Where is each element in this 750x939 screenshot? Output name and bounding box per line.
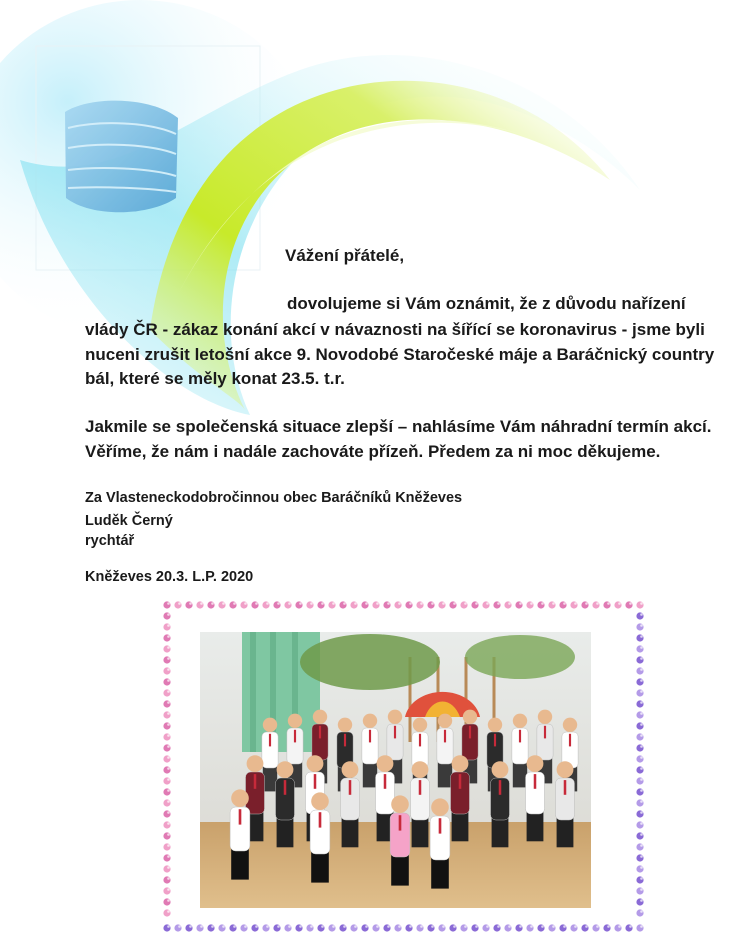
flower-icon — [636, 887, 643, 894]
flower-icon — [438, 924, 445, 931]
flower-icon — [163, 667, 170, 674]
flower-icon — [636, 843, 643, 850]
flower-icon — [515, 924, 522, 931]
flower-icon — [625, 601, 632, 608]
flower-icon — [240, 924, 247, 931]
flower-icon — [515, 601, 522, 608]
person-figure — [491, 761, 510, 847]
flower-icon — [636, 909, 643, 916]
flower-icon — [163, 909, 170, 916]
flower-icon — [526, 924, 533, 931]
flower-icon — [163, 832, 170, 839]
group-photo — [200, 632, 591, 908]
flower-icon — [636, 722, 643, 729]
paragraph-line: Jakmile se společenská situace zlepší – nahlásíme Vám náhradní termín akcí. — [85, 417, 712, 436]
flower-icon — [636, 645, 643, 652]
person-figure — [526, 755, 545, 841]
flower-icon — [460, 601, 467, 608]
flower-icon — [328, 601, 335, 608]
flower-icon — [449, 924, 456, 931]
flower-icon — [163, 755, 170, 762]
paragraph-line: bál, které se měly konat 23.5. t.r. — [85, 369, 345, 388]
flower-icon — [163, 876, 170, 883]
flower-icon — [383, 924, 390, 931]
flower-icon — [185, 601, 192, 608]
person-figure — [230, 789, 250, 879]
flower-icon — [592, 601, 599, 608]
flower-icon — [504, 601, 511, 608]
flower-icon — [163, 887, 170, 894]
person-figure — [430, 798, 450, 888]
flower-icon — [163, 634, 170, 641]
person-figure — [310, 792, 330, 882]
flower-icon — [636, 777, 643, 784]
flower-icon — [361, 601, 368, 608]
flower-icon — [196, 924, 203, 931]
flower-icon — [328, 924, 335, 931]
flower-icon — [416, 924, 423, 931]
greeting: Vážení přátelé, — [285, 246, 405, 265]
face-mask-icon — [65, 101, 178, 213]
flower-icon — [438, 601, 445, 608]
flower-icon — [482, 924, 489, 931]
flower-icon — [372, 601, 379, 608]
flower-icon — [636, 898, 643, 905]
flower-icon — [405, 601, 412, 608]
flower-icon — [636, 733, 643, 740]
flower-icon — [427, 924, 434, 931]
flower-icon — [163, 645, 170, 652]
flower-icon — [284, 924, 291, 931]
flower-icon — [185, 924, 192, 931]
flower-icon — [427, 601, 434, 608]
flower-icon — [636, 832, 643, 839]
flower-icon — [317, 924, 324, 931]
flower-icon — [603, 601, 610, 608]
flower-icon — [163, 689, 170, 696]
paragraph-line: vlády ČR - zákaz konání akcí v návaznosti na šířící se koronavirus - jsme byli — [85, 320, 705, 339]
person-figure — [411, 761, 430, 847]
flower-icon — [163, 623, 170, 630]
flower-icon — [163, 733, 170, 740]
flower-icon — [460, 924, 467, 931]
flower-icon — [163, 612, 170, 619]
paragraph-line: Věříme, že nám i nadále zachováte přízeň. Předem za ni moc děkujeme. — [85, 442, 661, 461]
flower-icon — [163, 656, 170, 663]
flower-icon — [636, 612, 643, 619]
flower-icon — [196, 601, 203, 608]
flower-icon — [174, 924, 181, 931]
flower-icon — [262, 924, 269, 931]
flower-icon — [493, 924, 500, 931]
flower-icon — [636, 744, 643, 751]
flower-icon — [636, 700, 643, 707]
flower-icon — [493, 601, 500, 608]
flower-icon — [416, 601, 423, 608]
flower-icon — [163, 744, 170, 751]
flower-icon — [636, 678, 643, 685]
flower-icon — [240, 601, 247, 608]
flower-icon — [361, 924, 368, 931]
flower-icon — [636, 821, 643, 828]
flower-icon — [350, 924, 357, 931]
paragraph-line: dovolujeme si Vám oznámit, že z důvodu nařízení — [287, 294, 686, 313]
flower-icon — [581, 601, 588, 608]
flower-icon — [163, 601, 170, 608]
flower-icon — [306, 601, 313, 608]
flower-icon — [218, 924, 225, 931]
flower-icon — [482, 601, 489, 608]
flower-icon — [163, 788, 170, 795]
flower-icon — [174, 601, 181, 608]
flower-icon — [504, 924, 511, 931]
flower-icon — [295, 924, 302, 931]
person-figure — [451, 755, 470, 841]
flower-icon — [537, 924, 544, 931]
flower-icon — [548, 924, 555, 931]
person-figure — [556, 761, 575, 847]
flower-icon — [317, 601, 324, 608]
flower-icon — [559, 601, 566, 608]
flower-icon — [163, 711, 170, 718]
flower-icon — [405, 924, 412, 931]
flower-icon — [636, 711, 643, 718]
flower-icon — [262, 601, 269, 608]
flower-icon — [339, 924, 346, 931]
place-date: Kněževes 20.3. L.P. 2020 — [85, 569, 254, 585]
paragraph-line: nuceni zrušit letošní akce 9. Novodobé Staročeské máje a Baráčnický country — [85, 345, 715, 364]
flower-icon — [570, 924, 577, 931]
flower-icon — [636, 766, 643, 773]
flower-icon — [163, 821, 170, 828]
flower-icon — [163, 865, 170, 872]
flower-icon — [273, 601, 280, 608]
flower-icon — [636, 623, 643, 630]
flower-icon — [526, 601, 533, 608]
signature-name: Luděk Černý — [85, 513, 173, 529]
flower-icon — [636, 865, 643, 872]
flower-icon — [471, 924, 478, 931]
flower-icon — [163, 854, 170, 861]
flower-icon — [163, 777, 170, 784]
flower-icon — [449, 601, 456, 608]
signature-organization: Za Vlasteneckodobročinnou obec Baráčníků Kněževes — [85, 490, 463, 506]
flower-icon — [636, 799, 643, 806]
flower-icon — [339, 601, 346, 608]
flower-icon — [273, 924, 280, 931]
flower-icon — [636, 924, 643, 931]
flower-icon — [603, 924, 610, 931]
flower-icon — [163, 799, 170, 806]
flower-icon — [229, 601, 236, 608]
flower-icon — [614, 601, 621, 608]
flower-icon — [636, 876, 643, 883]
flower-icon — [306, 924, 313, 931]
flower-icon — [636, 634, 643, 641]
flower-icon — [570, 601, 577, 608]
flower-icon — [284, 601, 291, 608]
flower-icon — [394, 601, 401, 608]
flower-icon — [163, 700, 170, 707]
flower-icon — [537, 601, 544, 608]
person-figure — [341, 761, 360, 847]
flower-icon — [636, 755, 643, 762]
flower-icon — [548, 601, 555, 608]
flower-icon — [372, 924, 379, 931]
flower-icon — [636, 854, 643, 861]
person-figure — [276, 761, 295, 847]
flower-icon — [163, 898, 170, 905]
flower-icon — [350, 601, 357, 608]
flower-icon — [163, 766, 170, 773]
flower-icon — [625, 924, 632, 931]
flower-icon — [229, 924, 236, 931]
flower-icon — [218, 601, 225, 608]
flower-icon — [559, 924, 566, 931]
flower-icon — [636, 689, 643, 696]
flower-icon — [163, 722, 170, 729]
flower-icon — [383, 601, 390, 608]
flower-icon — [163, 678, 170, 685]
flower-icon — [163, 843, 170, 850]
flower-icon — [394, 924, 401, 931]
flower-icon — [251, 601, 258, 608]
flower-icon — [636, 788, 643, 795]
flower-icon — [592, 924, 599, 931]
flower-icon — [636, 601, 643, 608]
flower-icon — [295, 601, 302, 608]
flower-icon — [251, 924, 258, 931]
flower-icon — [163, 810, 170, 817]
flower-icon — [207, 924, 214, 931]
flower-icon — [163, 924, 170, 931]
flower-icon — [207, 601, 214, 608]
flower-icon — [636, 656, 643, 663]
flower-icon — [614, 924, 621, 931]
person-figure — [390, 795, 410, 885]
flower-icon — [471, 601, 478, 608]
flower-icon — [636, 810, 643, 817]
signature-role: rychtář — [85, 533, 135, 549]
flower-icon — [581, 924, 588, 931]
flower-icon — [636, 667, 643, 674]
